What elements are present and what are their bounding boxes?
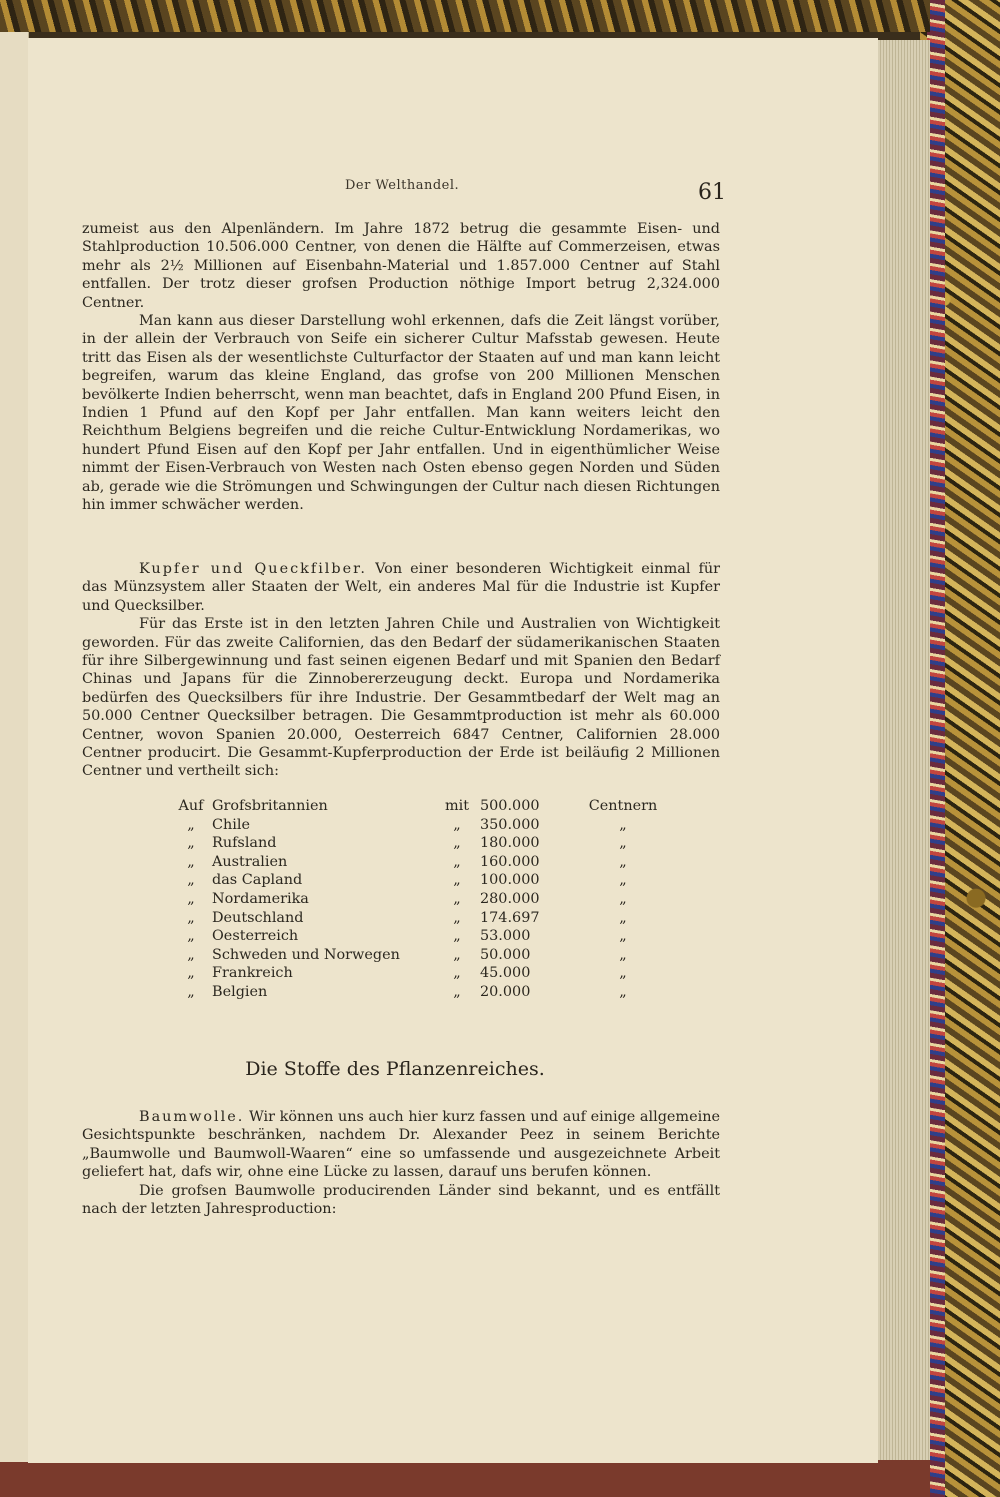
page-number: 61 xyxy=(698,180,726,205)
paragraph-copper-intro xyxy=(82,560,720,615)
table-cell-prefix: „ xyxy=(187,890,195,907)
paragraph-copper-production: Für das Erste ist in den letzten Jahren Chile und Australien von Wichtigkeit geworden. Für das zweite Californien, das den Bedarf der südamerikanischen Staaten für ihre Silbergewinnung und fast seinen eigenen Bedarf und mit Spanien den Bedarf Chinas und Japans für die Zinnobererzeugung deckt. Europa und Nordamerika bedürfen des Quecksilbers für ihre Industrie. Der Gesammtbedarf der Welt mag an 50.000 Centner Quecksilber betragen. Die Gesammtproduction ist mehr als 60.000 Centner, wovon Spanien 20.000, Oesterreich 6847 Centner, Californien 28.000 Centner producirt. Die Gesammt-Kupferproduction der Erde ist beiläufig 2 Millionen Centner und vertheilt sich: xyxy=(82,616,720,780)
table-cell-country: Grofsbritannien xyxy=(212,798,328,814)
table-cell-mit: „ xyxy=(453,890,461,907)
paragraph-iron-culture: Man kann aus dieser Darstellung wohl erkennen, dafs die Zeit längst vorüber, in der allein der Verbrauch von Seife ein sicherer Cultur Mafsstab gewesen. Heute tritt das Eisen als der wesentlichste Culturfactor der Staaten auf und man kann leicht begreifen, warum das kleine England, das grofse von 200 Millionen Menschen bevölkerte Indien beherrscht, wenn man beachtet, dafs in England 200 Pfund Eisen, in Indien 1 Pfund auf den Kopf per Jahr entfallen. Man kann weiters leicht den Reichthum Belgiens begreifen und die reiche Cultur-Entwicklung Nordamerikas, wo hundert Pfund Eisen auf den Kopf per Jahr entfallen. Und in eigenthümlicher Weise nimmt der Eisen-Verbrauch von Westen nach Osten ebenso gegen Norden und Süden ab, gerade wie die Strömungen und Schwingungen der Cultur nach diesen Richtungen hin immer schwächer werden. xyxy=(82,313,720,514)
table-cell-prefix: „ xyxy=(187,983,195,1000)
left-page-edge xyxy=(0,32,29,1462)
table-cell-unit: „ xyxy=(619,835,627,852)
table-cell-mit: „ xyxy=(453,965,461,982)
table-cell-amount: 50.000 xyxy=(480,946,531,963)
table-cell-country: Belgien xyxy=(212,983,268,1000)
table-cell-prefix: „ xyxy=(187,965,195,982)
table-cell-country: Deutschland xyxy=(212,909,304,926)
table-cell-country: Australien xyxy=(212,853,288,870)
table-cell-mit: „ xyxy=(453,872,461,889)
table-cell-country: das Capland xyxy=(212,872,303,889)
table-cell-prefix: „ xyxy=(187,816,195,833)
table-cell-mit: „ xyxy=(453,853,461,870)
table-cell-amount: 20.000 xyxy=(480,983,531,1000)
running-title: Der Welthandel. xyxy=(345,178,460,193)
table-cell-unit: „ xyxy=(619,965,627,982)
table-cell-country: Chile xyxy=(212,816,251,833)
table-cell-unit: „ xyxy=(619,928,627,945)
table-cell-prefix: Auf xyxy=(178,798,204,814)
table-cell-mit: „ xyxy=(453,928,461,945)
table-cell-amount: 100.000 xyxy=(480,872,540,889)
table-cell-mit: „ xyxy=(453,835,461,852)
table-cell-amount: 180.000 xyxy=(480,835,540,852)
copper-production-table xyxy=(170,798,663,1003)
paragraph-cotton-intro xyxy=(82,1108,720,1182)
copper-intro-text: Von einer besonderen Wichtigkeit einmal für das Münzsystem aller Staaten der Welt, ein anderes Mal für die Industrie ist Kupfer und Quecksilber. xyxy=(82,561,721,614)
body-text-copper xyxy=(82,560,720,781)
page-stack-edge xyxy=(872,40,930,1460)
table-cell-prefix: „ xyxy=(187,909,195,926)
table-row xyxy=(170,817,663,836)
table-row xyxy=(170,984,663,1003)
table-cell-amount: 500.000 xyxy=(480,798,540,814)
table-row xyxy=(170,835,663,854)
table-cell-prefix: „ xyxy=(187,946,195,963)
table-cell-mit: „ xyxy=(453,946,461,963)
table-cell-country: Nordamerika xyxy=(212,890,309,907)
body-text-cotton xyxy=(82,1108,720,1218)
table-cell-unit: „ xyxy=(619,853,627,870)
table-cell-prefix: „ xyxy=(187,928,195,945)
table-row xyxy=(170,854,663,873)
table-cell-amount: 160.000 xyxy=(480,853,540,870)
table-cell-amount: 174.697 xyxy=(480,909,540,926)
table-row xyxy=(170,910,663,929)
table-cell-unit: „ xyxy=(619,816,627,833)
table-cell-country: Frankreich xyxy=(212,965,293,982)
table-cell-prefix: „ xyxy=(187,872,195,889)
body-text-top xyxy=(82,220,720,515)
table-cell-unit: „ xyxy=(619,946,627,963)
table-row xyxy=(170,928,663,947)
copper-heading: Kupfer und Queckfilber. xyxy=(139,561,368,577)
table-cell-amount: 350.000 xyxy=(480,816,540,833)
paragraph-cotton-production: Die grofsen Baumwolle producirenden Länder sind bekannt, und es entfällt nach der letzten Jahresproduction: xyxy=(82,1182,720,1218)
table-cell-unit: „ xyxy=(619,983,627,1000)
table-cell-unit: „ xyxy=(619,890,627,907)
table-cell-amount: 45.000 xyxy=(480,965,531,982)
marbled-cover-top xyxy=(0,0,930,32)
cotton-heading: Baumwolle. xyxy=(139,1109,245,1125)
table-cell-unit: „ xyxy=(619,909,627,926)
section-title: Die Stoffe des Pflanzenreiches. xyxy=(245,1058,545,1080)
table-row xyxy=(170,965,663,984)
table-row xyxy=(170,891,663,910)
table-cell-prefix: „ xyxy=(187,853,195,870)
table-cell-country: Schweden und Norwegen xyxy=(212,946,400,963)
table-cell-mit: mit xyxy=(444,798,470,814)
table-cell-country: Oesterreich xyxy=(212,928,299,945)
table-cell-mit: „ xyxy=(453,909,461,926)
table-row xyxy=(170,798,663,817)
cotton-intro-text: Wir können uns auch hier kurz fassen und auf einige allgemeine Gesichtspunkte beschränken, nachdem Dr. Alexander Peez in seinem Berichte „Baumwolle und Baumwoll-Waaren“ eine so umfassende und ausgezeichnete Arbeit geliefert hat, dafs wir, ohne eine Lücke zu lassen, darauf uns berufen können. xyxy=(82,1109,720,1181)
cover-bottom-edge xyxy=(0,1457,930,1497)
table-row xyxy=(170,872,663,891)
table-row xyxy=(170,947,663,966)
table-cell-mit: „ xyxy=(453,983,461,1000)
table-cell-amount: 280.000 xyxy=(480,890,540,907)
paragraph-iron-production: zumeist aus den Alpenländern. Im Jahre 1872 betrug die gesammte Eisen- und Stahlproduction 10.506.000 Centner, von denen die Hälfte auf Commerzeisen, etwas mehr als 2½ Millionen auf Eisenbahn-Material und 1.857.000 Centner auf Stahl entfallen. Der trotz dieser grofsen Production nöthige Import betrug 2,324.000 Centner. xyxy=(82,221,720,311)
table-cell-country: Rufsland xyxy=(212,835,277,852)
table-cell-mit: „ xyxy=(453,816,461,833)
table-cell-prefix: „ xyxy=(187,835,195,852)
table-cell-unit: Centnern xyxy=(588,798,658,814)
table-cell-unit: „ xyxy=(619,872,627,889)
table-cell-amount: 53.000 xyxy=(480,928,531,945)
